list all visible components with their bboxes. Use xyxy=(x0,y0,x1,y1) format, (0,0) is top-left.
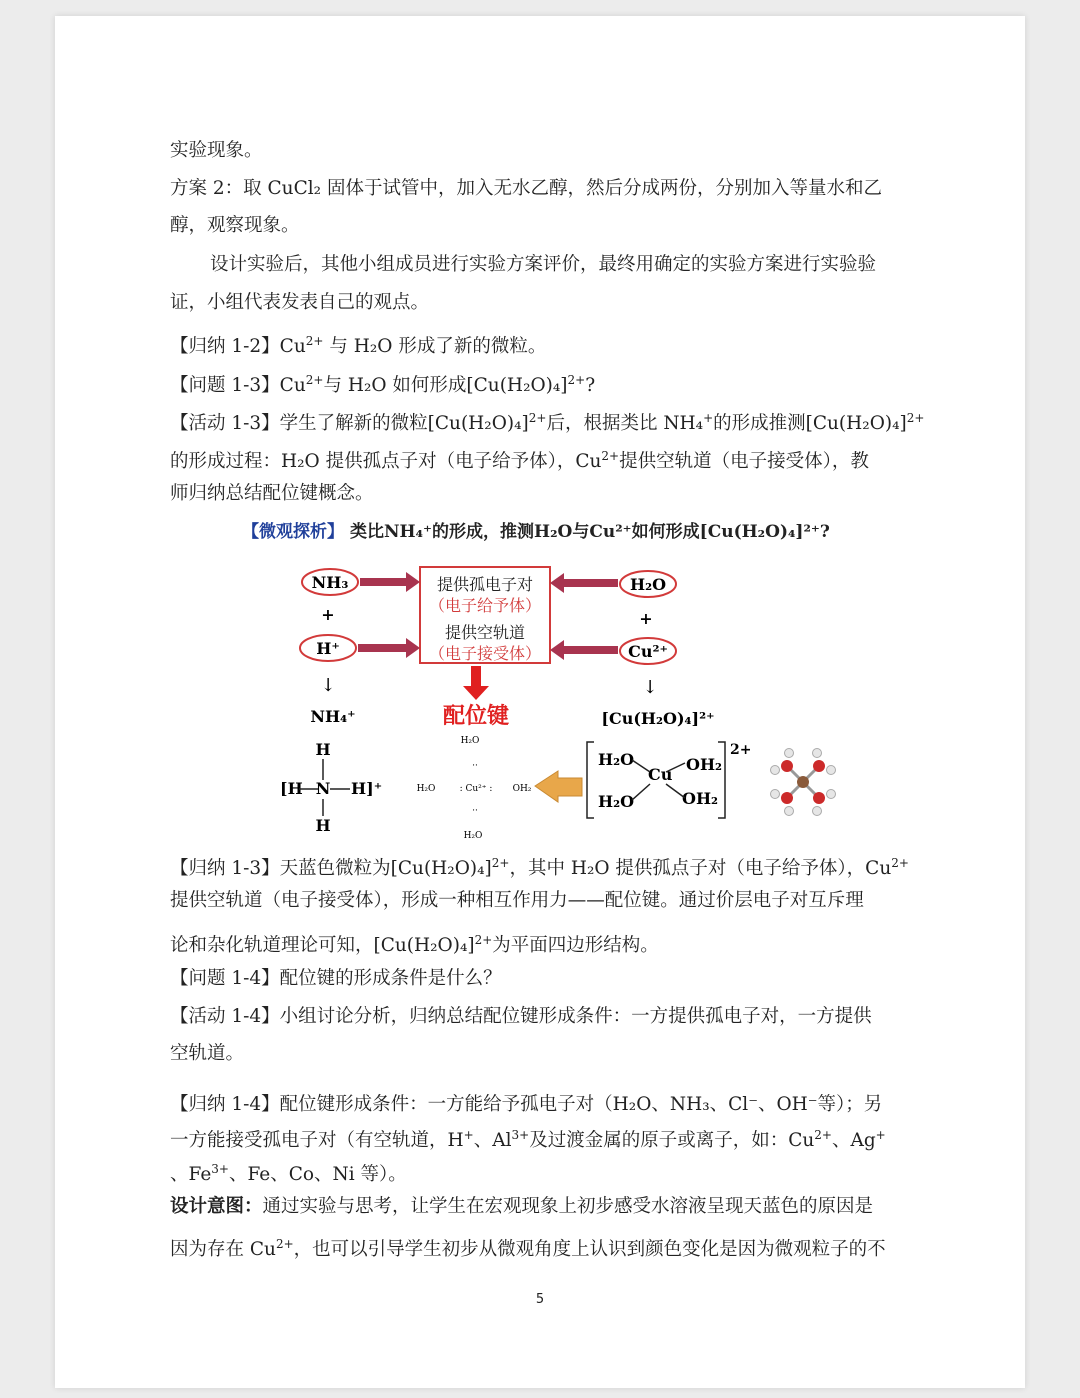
plus-sign-left: + xyxy=(321,605,335,624)
h2o-label: H₂O xyxy=(629,575,667,594)
svg-text:Cu: Cu xyxy=(648,765,673,784)
text-line: 实验现象。 xyxy=(170,140,263,161)
text-line: 【问题 1-4】配位键的形成条件是什么？ xyxy=(170,968,502,989)
svg-text:H₂O: H₂O xyxy=(598,750,635,769)
svg-text:H: H xyxy=(315,740,331,759)
svg-text:N: N xyxy=(315,779,331,798)
coordinate-bond-figure xyxy=(230,510,850,845)
svg-text:2+: 2+ xyxy=(730,742,752,758)
text-line: 【归纳 1-4】配位键形成条件：一方能给予孤电子对（H₂O、NH₃、Cl⁻、OH⁻等）；另 xyxy=(170,1094,883,1115)
text-line: 提供空轨道（电子接受体），形成一种相互作用力——配位键。通过价层电子对互斥理 xyxy=(170,890,864,911)
text-line: 的形成过程：H₂O 提供孤点子对（电子给予体），$Cu^{2+}$提供空轨道（电子接受体），教 xyxy=(170,449,869,472)
svg-text:H₂O: H₂O xyxy=(416,784,436,794)
arrow-nh3 xyxy=(360,572,420,592)
svg-text:··: ·· xyxy=(472,761,478,771)
svg-text:OH₂: OH₂ xyxy=(686,755,723,774)
text-line: 【活动 1-3】学生了解新的微粒$[Cu(H_2O)_4]^{2+}$后，根据类比 NH₄+的形成推测$[Cu(H_2O)_4]^{2+}$ xyxy=(170,411,925,434)
figure-title-tag: 【微观探析】 xyxy=(242,522,344,542)
nh3-label: NH₃ xyxy=(311,573,349,592)
svg-text:H₂O: H₂O xyxy=(463,831,483,841)
arrow-cu xyxy=(550,640,618,660)
plus-sign-right: + xyxy=(639,609,653,628)
small-cu-structure xyxy=(417,736,532,841)
svg-text:OH₂: OH₂ xyxy=(512,784,532,794)
complex-product: [Cu(H₂O)₄]²⁺ xyxy=(601,709,715,728)
down-arrow-right: ↓ xyxy=(642,677,658,698)
complex-structure xyxy=(587,742,751,818)
text-line: 设计意图：通过实验与思考，让学生在宏观现象上初步感受水溶液呈现天蓝色的原因是 xyxy=(170,1196,874,1217)
bond-label: 配位键 xyxy=(442,703,510,729)
text-line: 【问题 1-3】$Cu^{2+}$与 H₂O 如何形成$[Cu(H_2O)_4]^{2+}$? xyxy=(170,373,596,396)
text-line: 醇，观察现象。 xyxy=(170,215,300,236)
text-line: 设计实验后，其他小组成员进行实验方案评价，最终用确定的实验方案进行实验验 xyxy=(210,254,877,275)
orange-arrow xyxy=(535,771,582,802)
arrow-hplus xyxy=(358,638,420,658)
svg-text:[H: [H xyxy=(280,779,303,798)
nh4-product: NH₄⁺ xyxy=(310,707,356,726)
svg-text:H]⁺: H]⁺ xyxy=(351,779,383,798)
text-line: 空轨道。 xyxy=(170,1043,245,1064)
text-line: 【归纳 1-3】天蓝色微粒为$[Cu(H_2O)_4]^{2+}$，其中 H₂O 提供孤点子对（电子给予体），$Cu^{2+}$ xyxy=(170,856,909,879)
box-line-4: （电子接受体） xyxy=(428,644,542,663)
figure-title: 类比NH₄⁺的形成，推测H₂O与Cu²⁺如何形成[Cu(H₂O)₄]²⁺? xyxy=(350,522,830,542)
text-line: 【活动 1-4】小组讨论分析，归纳总结配位键形成条件：一方提供孤电子对，一方提供 xyxy=(170,1006,872,1027)
cu-label: Cu²⁺ xyxy=(628,642,668,661)
arrow-h2o xyxy=(550,573,618,593)
svg-text:··: ·· xyxy=(472,806,478,816)
svg-text:OH₂: OH₂ xyxy=(682,789,719,808)
text-line: 、$Fe^{3+}$、Fe、Co、Ni 等）。 xyxy=(170,1162,407,1185)
svg-text:: Cu²⁺ :: : Cu²⁺ : xyxy=(459,784,493,794)
text-line: 因为存在 $Cu^{2+}$，也可以引导学生初步从微观角度上认识到颜色变化是因为微观粒子的不 xyxy=(170,1237,886,1260)
text-line: 方案 2：取 CuCl₂ 固体于试管中，加入无水乙醇，然后分成两份，分别加入等量水和乙 xyxy=(170,178,882,199)
text-line: 论和杂化轨道理论可知，$[Cu(H_2O)_4]^{2+}$为平面四边形结构。 xyxy=(170,933,659,956)
box-line-2: （电子给予体） xyxy=(428,596,542,615)
text-line: 师归纳总结配位键概念。 xyxy=(170,483,374,504)
page-number: 5 xyxy=(535,1292,545,1307)
hplus-label: H⁺ xyxy=(316,639,340,658)
ammonium-structure xyxy=(280,740,382,835)
svg-text:H: H xyxy=(315,816,331,835)
ball-stick-model-icon xyxy=(771,749,836,816)
text-line: 【归纳 1-2】$Cu^{2+}$ 与 H₂O 形成了新的微粒。 xyxy=(170,334,547,357)
text-line: 一方能接受孤电子对（有空轨道，H+、$Al^{3+}$及过渡金属的原子或离子，如：$Cu^{2+}$、Ag+ xyxy=(170,1128,886,1151)
arrow-down-bond xyxy=(463,666,489,700)
svg-text:H₂O: H₂O xyxy=(598,792,635,811)
down-arrow-left: ↓ xyxy=(320,675,336,696)
text-line: 证，小组代表发表自己的观点。 xyxy=(170,292,430,313)
box-line-1: 提供孤电子对 xyxy=(436,575,534,594)
svg-text:H₂O: H₂O xyxy=(460,736,480,746)
box-line-3: 提供空轨道 xyxy=(444,623,526,642)
